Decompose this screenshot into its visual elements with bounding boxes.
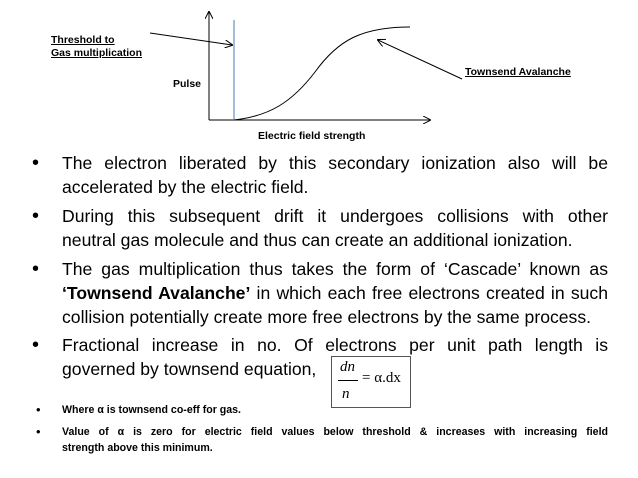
bullet-3-line-2-rest: in which each free electrons created in such [250, 283, 608, 303]
bullet-3 [62, 257, 608, 329]
note-dot-1: • [36, 402, 41, 417]
bullet-2 [62, 204, 608, 252]
avalanche-arrow [378, 40, 462, 79]
bullet-1-line-1: The electron liberated by this secondary ionization also will be [62, 153, 608, 173]
note-1 [62, 402, 608, 418]
bullet-2-line-2: neutral gas molecule and thus can create an additional ionization. [62, 230, 573, 250]
threshold-arrow [150, 33, 232, 45]
threshold-label-line2: Gas multiplication [51, 47, 143, 59]
note-2-line-1: Value of α is zero for electric field values below threshold & increases with increasing field [62, 426, 608, 438]
bullet-4-line-2: governed by townsend equation, [62, 359, 317, 379]
bullet-4-line-1: Fractional increase in no. Of electrons per unit path length is [62, 335, 608, 355]
note-2-line-2: strength above this minimum. [62, 442, 213, 454]
townsend-equation [331, 356, 411, 408]
bullet-1-line-2: accelerated by the electric field. [62, 177, 309, 197]
fraction-bar [338, 380, 358, 381]
note-1-line-1: Where α is townsend co-eff for gas. [62, 404, 241, 416]
equation-denominator: n [342, 386, 350, 402]
bullet-dot-4: • [32, 334, 40, 356]
bullet-dot-1: • [32, 152, 40, 174]
bullet-3-line-3: collision potentially create more free electrons by the same process. [62, 307, 592, 327]
bullet-3-line-2 [62, 281, 608, 305]
townsend-avalanche-term: ‘Townsend Avalanche’ [62, 283, 251, 303]
threshold-label [51, 34, 142, 60]
bullet-dot-3: • [32, 258, 40, 280]
threshold-label-line1: Threshold to [51, 34, 115, 46]
bullet-dot-2: • [32, 205, 40, 227]
bullet-2-line-1: During this subsequent drift it undergoes collisions with other [62, 206, 608, 226]
bullet-1 [62, 151, 608, 199]
y-axis-label: Pulse [173, 78, 202, 90]
equation-numerator: dn [340, 359, 355, 375]
avalanche-label: Townsend Avalanche [465, 66, 571, 78]
note-2 [62, 424, 608, 456]
equation-rhs: = α.dx [362, 370, 401, 386]
pulse-curve [234, 27, 410, 120]
bullet-3-line-1: The gas multiplication thus takes the form of ‘Cascade’ known as [62, 259, 608, 279]
x-axis-label: Electric field strength [258, 130, 366, 142]
note-dot-2: • [36, 424, 41, 439]
